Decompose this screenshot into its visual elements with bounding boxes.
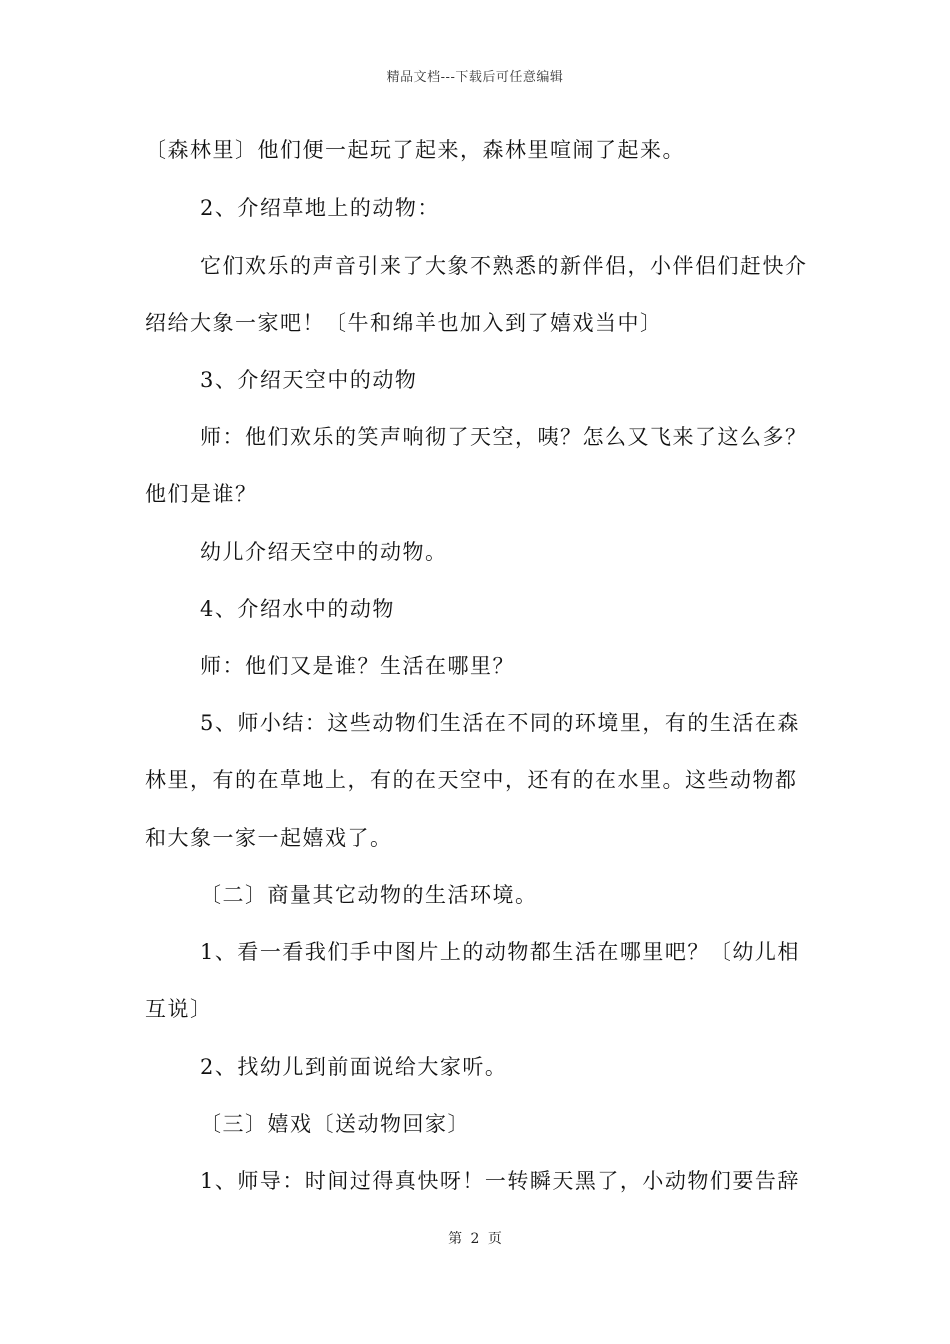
body-line: 幼儿介绍天空中的动物。: [200, 540, 448, 564]
body-line: 他们是谁？: [145, 482, 258, 506]
body-line: 〔二〕商量其它动物的生活环境。: [200, 883, 538, 907]
body-line: 师：他们欢乐的笑声响彻了天空，咦？怎么又飞来了这么多？: [200, 425, 808, 449]
body-line: 绍给大象一家吧！〔牛和绵羊也加入到了嬉戏当中〕: [145, 311, 663, 335]
body-line: 和大象一家一起嬉戏了。: [145, 826, 393, 850]
page-number: 第 2 页: [448, 1231, 502, 1247]
page-header: 精品文档---下载后可任意编辑: [386, 70, 564, 85]
body-line: 它们欢乐的声音引来了大象不熟悉的新伴侣，小伴侣们赶快介: [200, 254, 808, 278]
body-line: 〔森林里〕他们便一起玩了起来，森林里喧闹了起来。: [145, 138, 685, 162]
body-line: 2、找幼儿到前面说给大家听。: [200, 1055, 508, 1079]
body-line: 3、介绍天空中的动物: [200, 368, 418, 392]
body-line: 5、师小结：这些动物们生活在不同的环境里，有的生活在森: [200, 711, 800, 735]
body-line: 〔三〕嬉戏〔送动物回家〕: [200, 1112, 470, 1136]
body-line: 互说〕: [145, 997, 213, 1021]
body-line: 1、看一看我们手中图片上的动物都生活在哪里吧？〔幼儿相: [200, 940, 800, 964]
body-line: 1、师导：时间过得真快呀！一转瞬天黑了，小动物们要告辞: [200, 1169, 800, 1193]
body-line: 4、介绍水中的动物: [200, 597, 395, 621]
body-line: 2、介绍草地上的动物：: [200, 196, 440, 220]
body-line: 师：他们又是谁？生活在哪里？: [200, 654, 515, 678]
body-line: 林里，有的在草地上，有的在天空中，还有的在水里。这些动物都: [145, 768, 798, 792]
